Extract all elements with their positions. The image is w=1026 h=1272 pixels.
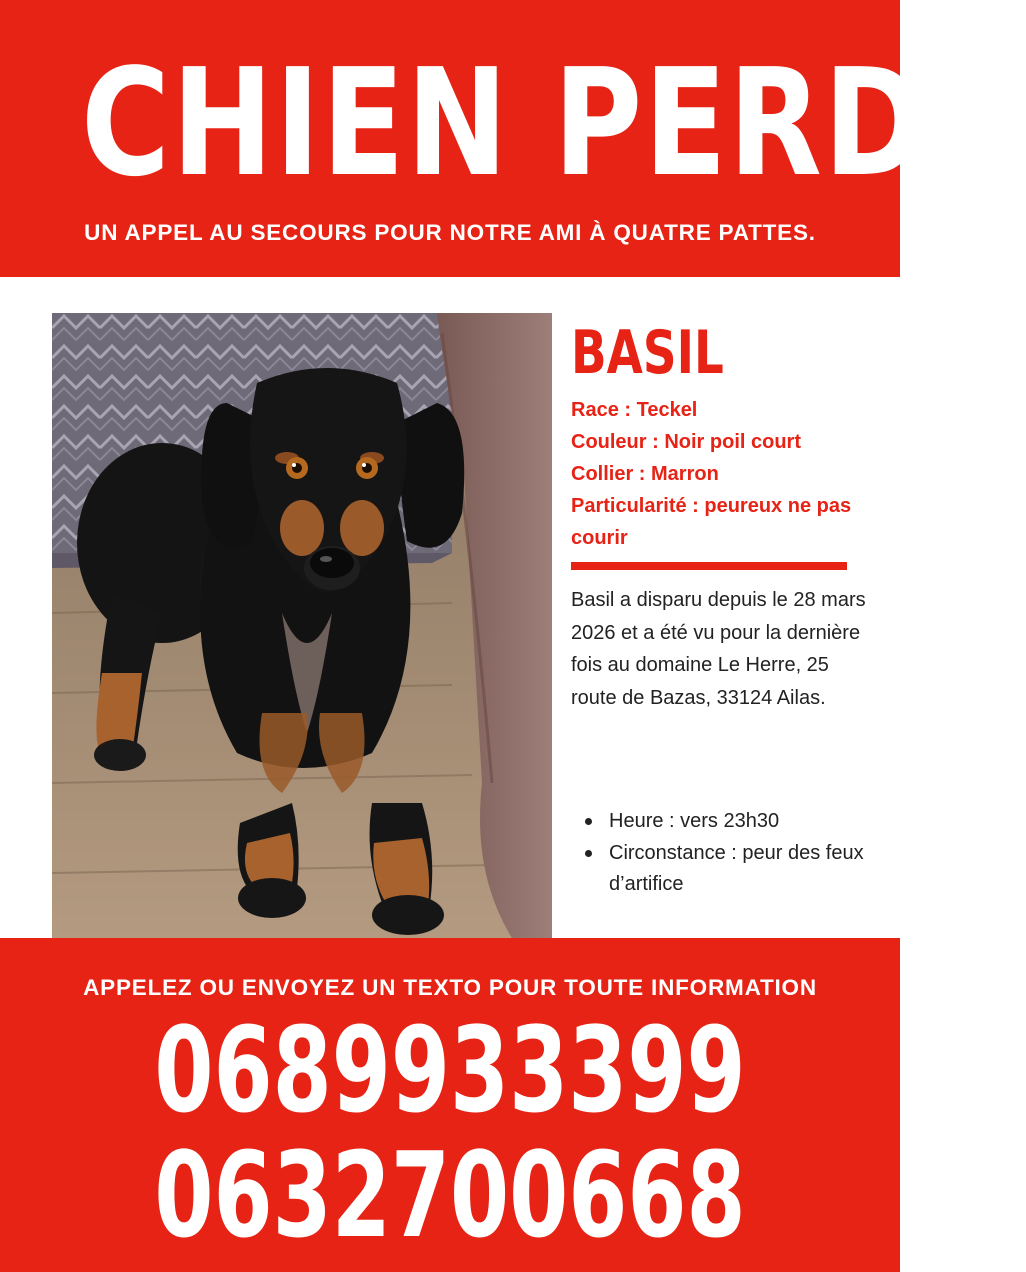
attribute-race: Race : Teckel xyxy=(571,399,698,421)
page-title: CHIEN PERDU xyxy=(81,37,1026,209)
list-item xyxy=(571,838,881,901)
dog-info xyxy=(571,318,871,554)
dog-name: BASIL xyxy=(571,318,724,388)
call-to-action: APPELEZ OU ENVOYEZ UN TEXTO POUR TOUTE INFORMATION xyxy=(83,975,817,1000)
list-item xyxy=(571,806,881,838)
detail-time: Heure : vers 23h30 xyxy=(609,810,780,832)
attribute-collar: Collier : Marron xyxy=(571,463,719,485)
attribute-particularity: Particularité : peureux ne pas courir xyxy=(571,495,852,549)
dog-photo xyxy=(52,313,552,938)
phone-number-1[interactable]: 0689933399 xyxy=(154,1001,746,1139)
detail-circumstance: Circonstance : peur des feux d’artifice xyxy=(609,841,864,895)
page-subtitle: UN APPEL AU SECOURS POUR NOTRE AMI À QUATRE PATTES. xyxy=(84,220,816,245)
attribute-color: Couleur : Noir poil court xyxy=(571,431,801,453)
disappearance-description: Basil a disparu depuis le 28 mars 2026 et a été vu pour la dernière fois au domaine Le Herre, 25 route de Bazas, 33124 Ailas. xyxy=(571,589,866,709)
bullet-icon xyxy=(585,818,592,825)
bullet-icon xyxy=(585,850,592,857)
divider xyxy=(571,562,847,570)
details-list xyxy=(571,806,881,901)
phone-number-2[interactable]: 0632700668 xyxy=(154,1126,746,1264)
dog-photo-icon xyxy=(52,313,552,938)
